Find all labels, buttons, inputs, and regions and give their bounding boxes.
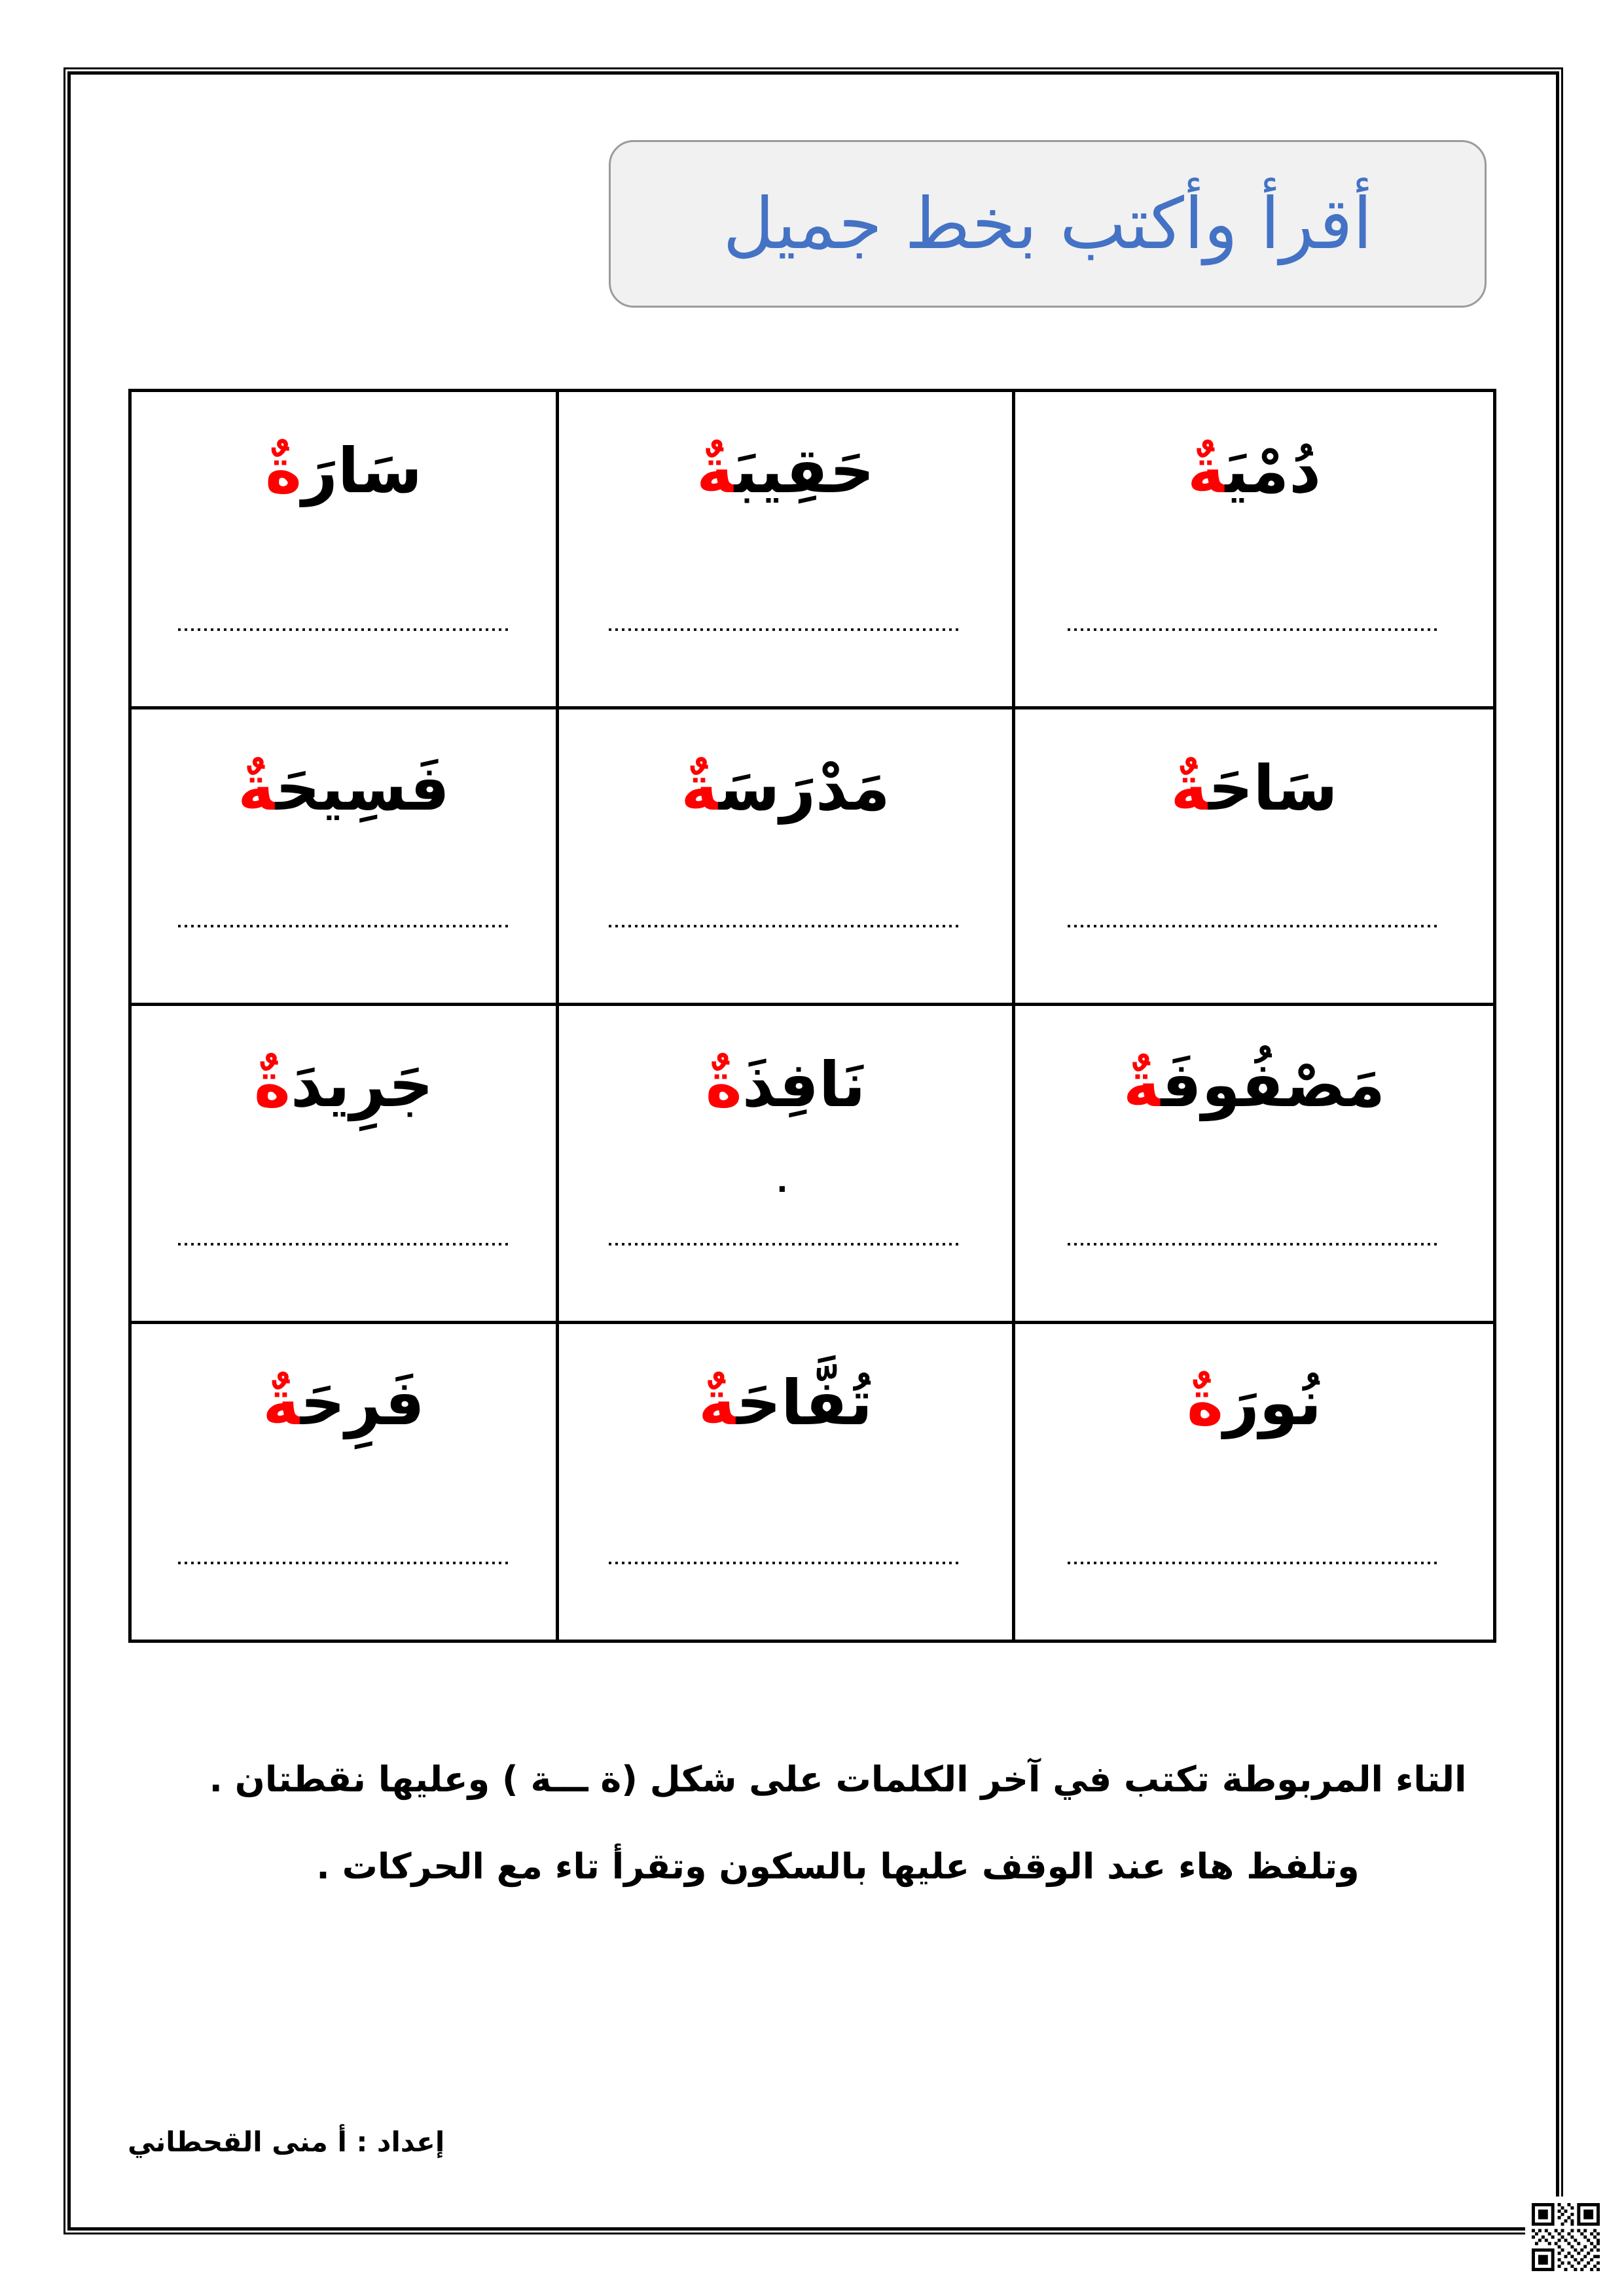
table-cell-r2c1 <box>1015 709 1493 1003</box>
word-black-part: مَصْفُوفَ‍ <box>1161 1049 1386 1121</box>
arabic-word <box>1015 709 1493 837</box>
table-cell-r1c1 <box>1015 392 1493 706</box>
arabic-word <box>132 1324 556 1452</box>
practice-dotted-line <box>1068 1243 1440 1246</box>
word-black-part: سَاحَ‍ <box>1208 753 1338 825</box>
word-black-part: جَرِيدَ <box>290 1049 434 1121</box>
qr-code <box>1525 2197 1606 2278</box>
word-taa-marbuta-red: ‍ةٌ <box>696 435 734 507</box>
word-black-part: فَسِيحَ‍ <box>275 753 450 825</box>
title-banner <box>609 140 1487 308</box>
word-taa-marbuta-red: ‍ةٌ <box>1187 435 1225 507</box>
word-black-part: سَارَ <box>302 435 422 507</box>
word-taa-marbuta-red: ‍ةٌ <box>681 753 719 825</box>
stray-period: . <box>776 1163 788 1199</box>
practice-dotted-line <box>178 1562 509 1564</box>
word-black-part: حَقِيبَ‍ <box>734 435 875 507</box>
table-cell-r1c3 <box>132 392 556 706</box>
word-black-part: مَدْرَسَ‍ <box>718 753 890 825</box>
practice-dotted-line <box>609 1562 962 1564</box>
word-taa-marbuta-red: ‍ةٌ <box>262 1367 300 1439</box>
word-black-part: نَافِذَ <box>742 1049 866 1121</box>
table-cell-r2c3 <box>132 709 556 1003</box>
word-taa-marbuta-red: ةٌ <box>253 1049 291 1121</box>
word-taa-marbuta-red: ةٌ <box>265 435 302 507</box>
practice-dotted-line <box>178 628 509 631</box>
word-black-part: دُمْيَ‍ <box>1225 435 1321 507</box>
word-black-part: فَرِحَ‍ <box>300 1367 425 1439</box>
table-cell-r3c3 <box>132 1006 556 1321</box>
practice-dotted-line <box>178 1243 509 1246</box>
explanation-notes <box>190 1749 1486 1922</box>
note-line-1: التاء المربوطة تكتب في آخر الكلمات على شكل (ة ـــة ) وعليها نقطتان . <box>209 1759 1467 1800</box>
practice-dotted-line <box>178 925 509 927</box>
words-table <box>128 389 1496 1643</box>
word-taa-marbuta-red: ةٌ <box>705 1049 742 1121</box>
arabic-word <box>1015 392 1493 520</box>
word-taa-marbuta-red: ‍ةٌ <box>698 1367 736 1439</box>
arabic-word <box>559 1006 1012 1134</box>
arabic-word <box>559 1324 1012 1452</box>
practice-dotted-line <box>1068 1562 1440 1564</box>
practice-dotted-line <box>609 1243 962 1246</box>
practice-dotted-line <box>1068 628 1440 631</box>
table-cell-r4c2 <box>559 1324 1012 1640</box>
arabic-word <box>559 709 1012 837</box>
word-taa-marbuta-red: ‍ةٌ <box>1170 753 1209 825</box>
arabic-word <box>1015 1006 1493 1134</box>
word-black-part: تُفَّاحَ‍ <box>736 1367 873 1439</box>
credit-text: إعداد : أ منى القحطاني <box>128 2126 445 2158</box>
arabic-word <box>1015 1324 1493 1452</box>
arabic-word <box>132 709 556 837</box>
word-taa-marbuta-red: ةٌ <box>1186 1367 1224 1439</box>
practice-dotted-line <box>609 925 962 927</box>
table-cell-r4c1 <box>1015 1324 1493 1640</box>
note-line-2: وتلفظ هاء عند الوقف عليها بالسكون وتقرأ تاء مع الحركات . <box>316 1845 1360 1887</box>
practice-dotted-line <box>609 628 962 631</box>
word-black-part: نُورَ <box>1223 1367 1322 1439</box>
practice-dotted-line <box>1068 925 1440 927</box>
table-cell-r1c2 <box>559 392 1012 706</box>
table-cell-r3c1 <box>1015 1006 1493 1321</box>
table-cell-r2c2 <box>559 709 1012 1003</box>
arabic-word <box>559 392 1012 520</box>
page-title: أقرأ وأكتب بخط جميل <box>723 183 1373 265</box>
table-cell-r4c3 <box>132 1324 556 1640</box>
arabic-word <box>132 1006 556 1134</box>
arabic-word <box>132 392 556 520</box>
word-taa-marbuta-red: ‍ةٌ <box>1123 1049 1161 1121</box>
word-taa-marbuta-red: ‍ةٌ <box>238 753 276 825</box>
table-cell-r3c2 <box>559 1006 1012 1321</box>
